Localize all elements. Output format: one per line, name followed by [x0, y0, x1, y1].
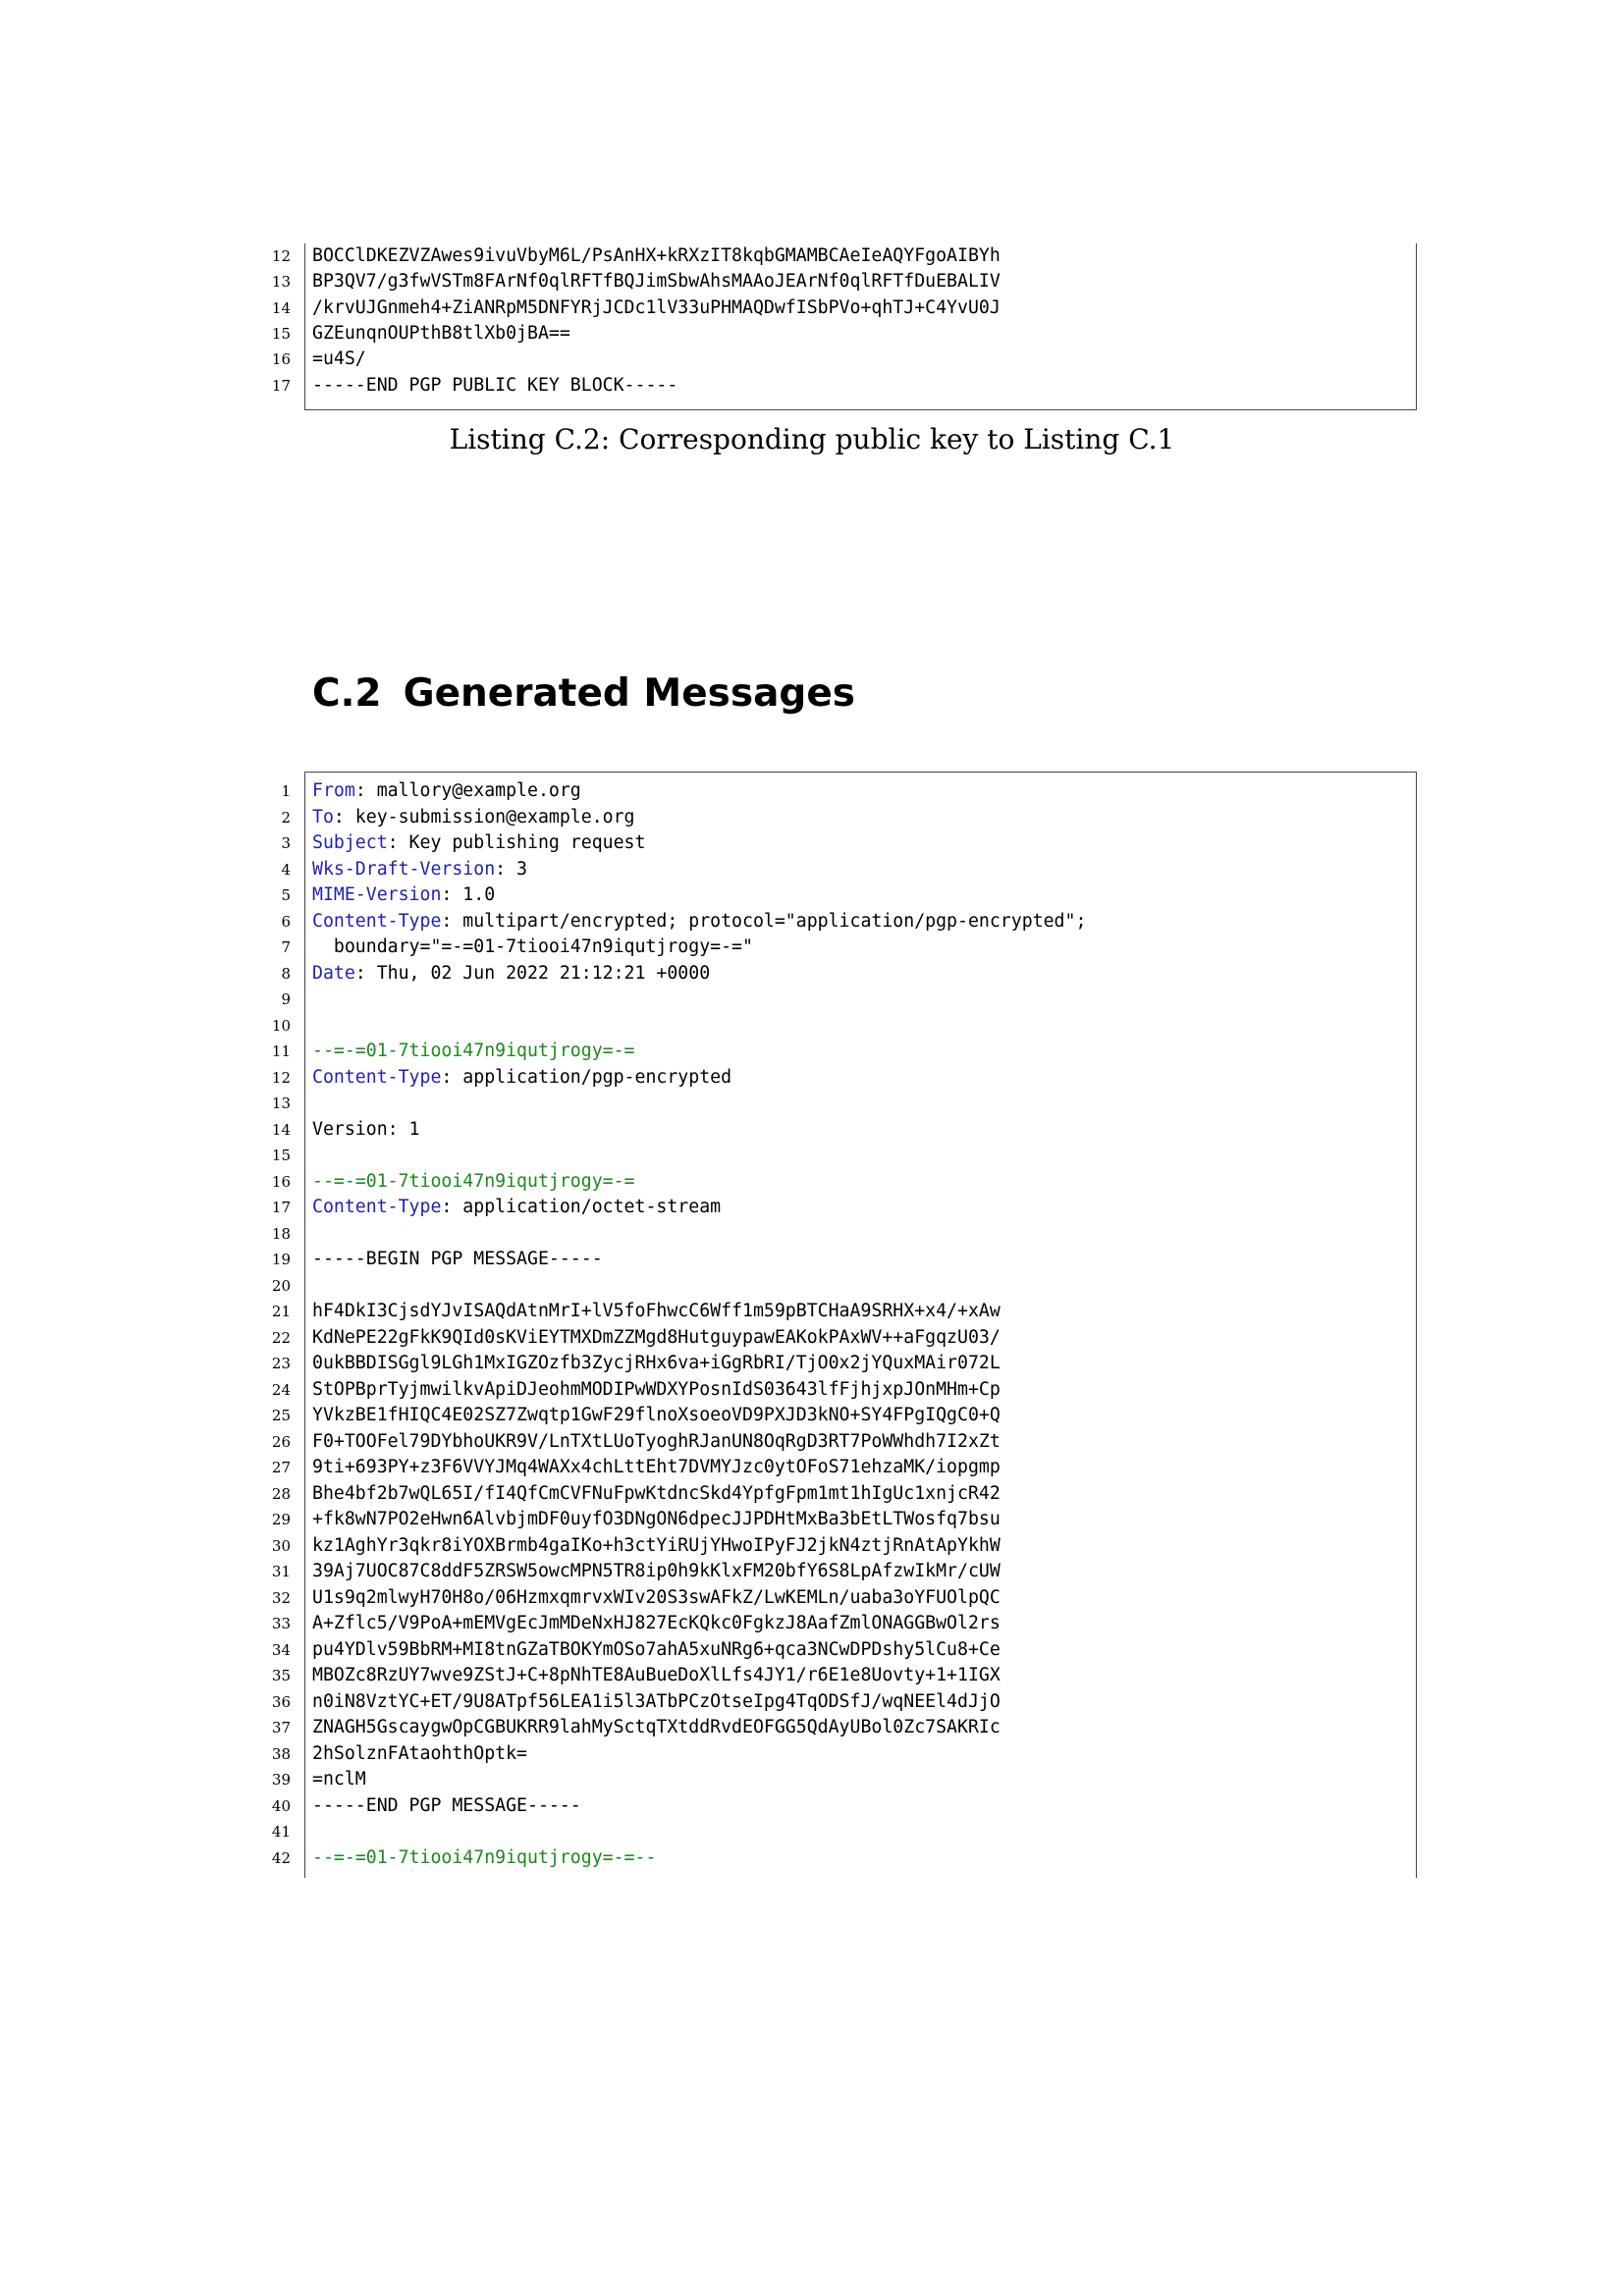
- line-number: 10: [271, 1016, 291, 1035]
- header-field-value: : Thu, 02 Jun 2022 21:12:21 +0000: [354, 962, 711, 984]
- section-heading: [312, 665, 855, 723]
- code-text: 0ukBBDISGgl9LGh1MxIGZOzfb3ZycjRHx6va+iGgRbRI/TjO0x2jYQuxMAir072L: [312, 1353, 1001, 1373]
- line-number: 29: [271, 1511, 291, 1528]
- line-number: 24: [271, 1380, 291, 1399]
- line-number: 8: [281, 964, 291, 983]
- code-text: -----END PGP MESSAGE-----: [312, 1794, 581, 1816]
- line-number: 19: [271, 1251, 291, 1268]
- code-text: kz1AghYr3qkr8iYOXBrmb4gaIKo+h3ctYiRUjYHwoIPyFJ2jkN4ztjRnAtApYkhW: [312, 1534, 1001, 1556]
- line-number: 30: [271, 1536, 291, 1555]
- header-field-name: To: [312, 806, 334, 828]
- line-number: 13: [271, 273, 291, 292]
- line-number: 9: [281, 990, 291, 1008]
- line-number: 17: [271, 1199, 291, 1216]
- line-number: 42: [271, 1848, 291, 1867]
- code-text: KdNePE22gFkK9QId0sKViEYTMXDmZZMgd8HutguypawEAKokPAxWV++aFgqzU03/: [312, 1326, 1001, 1348]
- line-number: 2: [281, 808, 291, 827]
- line-number: 21: [271, 1303, 291, 1320]
- code-text: BOCClDKEZVZAwes9ivuVbyM6L/PsAnHX+kRXzIT8kqbGMAMBCAeIeAQYFgoAIBYh: [312, 245, 1001, 266]
- listing-caption: Listing C.2: Corresponding public key to Listing C.1: [449, 423, 1175, 455]
- code-text: 9ti+693PY+z3F6VVYJMq4WAXx4chLttEht7DVMYJzc0ytOFoS71ehzaMK/iopgmp: [312, 1457, 1001, 1477]
- code-text: hF4DkI3CjsdYJvISAQdAtnMrI+lV5foFhwcC6Wff1m59pBTCHaA9SRHX+x4/+xAw: [312, 1301, 1001, 1321]
- line-number: 28: [271, 1484, 291, 1503]
- code-text: [312, 882, 495, 908]
- line-number: 39: [271, 1771, 291, 1789]
- line-number: 5: [281, 886, 291, 904]
- header-field-value: : 1.0: [441, 884, 496, 905]
- code-text: U1s9q2mlwyH70H8o/06HzmxqmrvxWIv20S3swAFkZ/LwKEMLn/uaba3oYFUOlpQC: [312, 1586, 1001, 1608]
- line-number: 7: [281, 938, 291, 956]
- line-number: 40: [271, 1796, 291, 1815]
- mime-boundary: --=-=01-7tiooi47n9iqutjrogy=-=--: [312, 1846, 657, 1868]
- line-number: 16: [271, 1172, 291, 1191]
- header-field-name: From: [312, 780, 355, 801]
- code-listing-public-key: [271, 243, 1417, 410]
- line-number: 34: [271, 1640, 291, 1659]
- line-number: 6: [281, 912, 291, 931]
- code-text: MBOZc8RzUY7wve9ZStJ+C+8pNhTE8AuBueDoXlLfs4JY1/r6E1e8Uovty+1+1IGX: [312, 1665, 1001, 1685]
- header-field-name: Date: [312, 962, 355, 984]
- line-number: 14: [271, 298, 291, 317]
- code-text: -----END PGP PUBLIC KEY BLOCK-----: [312, 374, 678, 396]
- code-text: +fk8wN7PO2eHwn6AlvbjmDF0uyfO3DNgON6dpecJJPDHtMxBa3bEtLTWosfq7bsu: [312, 1509, 1001, 1529]
- code-listing-generated-message: [271, 772, 1417, 1878]
- code-text: F0+TOOFel79DYbhoUKR9V/LnTXtLUoTyoghRJanUN8OqRgD3RT7PoWWhdh7I2xZt: [312, 1430, 1001, 1452]
- code-text: -----BEGIN PGP MESSAGE-----: [312, 1249, 603, 1269]
- line-number: 31: [271, 1563, 291, 1580]
- mime-boundary: --=-=01-7tiooi47n9iqutjrogy=-=: [312, 1041, 635, 1061]
- code-text: [312, 1065, 731, 1091]
- line-number: 13: [271, 1095, 291, 1112]
- code-text: pu4YDlv59BbRM+MI8tnGZaTBOKYmOSo7ahA5xuNRg6+qca3NCwDPDshy5lCu8+Ce: [312, 1638, 1001, 1660]
- code-text: A+Zflc5/V9PoA+mEMVgEcJmMDeNxHJ827EcKQkc0FgkzJ8AafZmlONAGGBwOl2rs: [312, 1613, 1001, 1633]
- line-number: 18: [271, 1224, 291, 1243]
- line-number: 12: [271, 247, 291, 265]
- line-number: 32: [271, 1588, 291, 1607]
- header-field-name: Subject: [312, 832, 388, 853]
- mime-boundary: --=-=01-7tiooi47n9iqutjrogy=-=: [312, 1170, 635, 1192]
- code-text: Version: 1: [312, 1118, 420, 1140]
- header-field-value: : 3: [495, 858, 528, 880]
- line-number: 33: [271, 1615, 291, 1632]
- header-field-value: : application/pgp-encrypted: [441, 1066, 732, 1088]
- header-field-value: : Key publishing request: [387, 832, 646, 853]
- header-field-name: MIME-Version: [312, 884, 442, 905]
- code-text: n0iN8VztYC+ET/9U8ATpf56LEA1i5l3ATbPCzOtseIpg4TqODSfJ/wqNEEl4dJjO: [312, 1690, 1001, 1712]
- code-text: ZNAGH5GscaygwOpCGBUKRR9lahMySctqTXtddRvdEOFGG5QdAyUBol0Zc7SAKRIc: [312, 1717, 1001, 1737]
- line-number: 23: [271, 1355, 291, 1372]
- header-field-value: : multipart/encrypted; protocol="application/pgp-encrypted";: [441, 910, 1087, 932]
- code-text: 39Aj7UOC87C8ddF5ZRSW5owcMPN5TR8ip0h9kKlxFM20bfY6S8LpAfzwIkMr/cUW: [312, 1561, 1001, 1581]
- code-text: =u4S/: [312, 348, 366, 370]
- header-field-name: Content-Type: [312, 1197, 442, 1217]
- header-field-value: : application/octet-stream: [441, 1197, 722, 1217]
- header-field-value: : key-submission@example.org: [333, 806, 635, 828]
- code-text: =nclM: [312, 1769, 366, 1789]
- code-text: /krvUJGnmeh4+ZiANRpM5DNFYRjJCDc1lV33uPHMAQDwfISbPVo+qhTJ+C4YvU0J: [312, 296, 1001, 318]
- line-number: 4: [281, 860, 291, 879]
- line-number: 25: [271, 1407, 291, 1424]
- line-number: 41: [271, 1823, 291, 1841]
- line-number: 1: [281, 782, 291, 800]
- code-text: [312, 778, 581, 804]
- section-number: C.2: [312, 671, 382, 717]
- header-field-name: Content-Type: [312, 910, 442, 932]
- line-number: 14: [271, 1120, 291, 1139]
- code-text: [312, 1195, 721, 1220]
- line-number: 26: [271, 1432, 291, 1451]
- line-number: 20: [271, 1276, 291, 1295]
- line-number: 22: [271, 1328, 291, 1347]
- line-number: 37: [271, 1719, 291, 1736]
- code-text: 2hSolznFAtaohthOptk=: [312, 1742, 527, 1764]
- code-text: [312, 961, 710, 987]
- header-field-value: : mallory@example.org: [354, 780, 581, 801]
- code-text: [312, 909, 1086, 934]
- line-number: 27: [271, 1459, 291, 1476]
- code-text: StOPBprTyjmwilkvApiDJeohmMODIPwWDXYPosnIdS03643lfFjhjxpJOnMHm+Cp: [312, 1378, 1001, 1400]
- line-number: 15: [271, 1147, 291, 1164]
- code-text: [312, 830, 645, 856]
- line-number: 16: [271, 350, 291, 369]
- line-number: 36: [271, 1692, 291, 1711]
- line-number: 38: [271, 1744, 291, 1763]
- code-text: [312, 805, 635, 830]
- header-field-name: Wks-Draft-Version: [312, 858, 496, 880]
- code-text: Bhe4bf2b7wQL65I/fI4QfCmCVFNuFpwKtdncSkd4YpfgFpm1mt1hIgUc1xnjcR42: [312, 1482, 1001, 1504]
- code-text: boundary="=-=01-7tiooi47n9iqutjrogy=-=": [312, 936, 753, 957]
- section-title: Generated Messages: [403, 671, 855, 717]
- code-text: GZEunqnOUPthB8tlXb0jBA==: [312, 322, 570, 344]
- line-number: 15: [271, 324, 291, 343]
- line-number: 11: [271, 1042, 291, 1060]
- line-number: 35: [271, 1667, 291, 1684]
- line-number: 17: [271, 376, 291, 395]
- code-text: YVkzBE1fHIQC4E02SZ7Zwqtp1GwF29flnoXsoeoVD9PXJD3kNO+SY4FPgIQgC0+Q: [312, 1405, 1001, 1425]
- line-number: 12: [271, 1068, 291, 1087]
- header-field-name: Content-Type: [312, 1066, 442, 1088]
- code-text: BP3QV7/g3fwVSTm8FArNf0qlRFTfBQJimSbwAhsMAAoJEArNf0qlRFTfDuEBALIV: [312, 271, 1001, 293]
- line-number: 3: [281, 834, 291, 852]
- code-text: [312, 857, 527, 882]
